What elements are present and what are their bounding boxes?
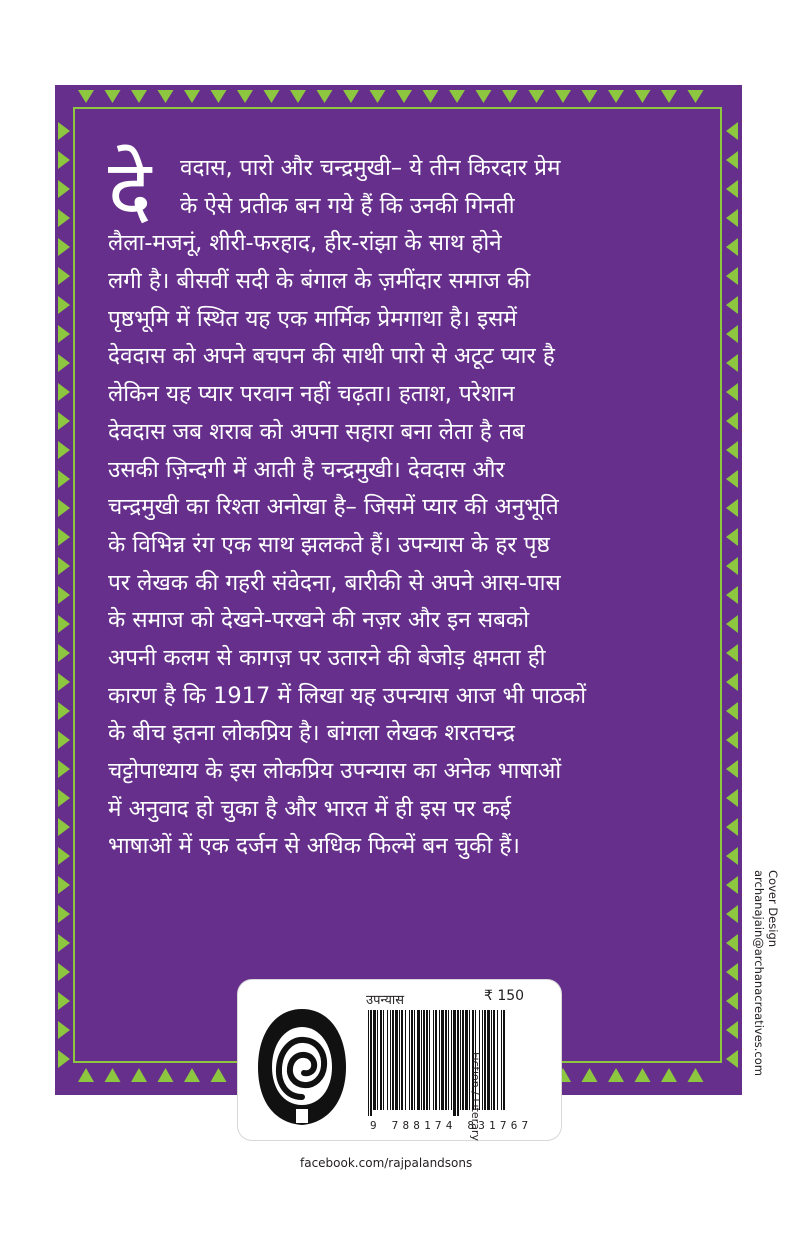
- border-triangle: [726, 470, 738, 488]
- border-triangle: [317, 90, 333, 103]
- border-triangle: [58, 905, 70, 923]
- border-triangle: [78, 90, 94, 103]
- credit-title: Cover Design: [766, 870, 780, 948]
- barcode-bar: [401, 1010, 403, 1110]
- blurb-line: कारण है कि 1917 में लिखा यह उपन्यास आज भी पाठकों: [108, 682, 587, 709]
- border-triangle: [105, 1068, 121, 1082]
- border-triangle: [476, 90, 492, 103]
- border-triangle: [396, 90, 412, 103]
- border-triangle: [58, 702, 70, 720]
- barcode-bar: [399, 1010, 400, 1110]
- border-triangle: [635, 90, 651, 103]
- border-triangle: [582, 90, 598, 103]
- price-barcode-label: [238, 980, 561, 1140]
- blurb-line: लेकिन यह प्यार परवान नहीं चढ़ता। हताश, परेशान: [108, 381, 515, 408]
- barcode-bar: [482, 1010, 483, 1110]
- border-triangle: [726, 1021, 738, 1039]
- border-triangle: [58, 151, 70, 169]
- border-triangle: [58, 876, 70, 894]
- border-triangle: [58, 847, 70, 865]
- barcode-bar: [411, 1010, 413, 1110]
- border-triangle: [58, 615, 70, 633]
- border-triangle: [726, 760, 738, 778]
- barcode-bar: [503, 1010, 505, 1110]
- border-triangle: [726, 354, 738, 372]
- border-triangle: [78, 1068, 94, 1082]
- barcode-bar: [395, 1010, 398, 1110]
- border-triangle: [726, 325, 738, 343]
- cover-design-credit: [752, 870, 780, 1076]
- border-triangle: [726, 615, 738, 633]
- border-triangle: [58, 789, 70, 807]
- barcode-bar: [433, 1010, 434, 1110]
- blurb-line: के ऐसे प्रतीक बन गये हैं कि उनकी गिनती: [180, 192, 515, 219]
- barcode-bar: [383, 1010, 384, 1110]
- border-triangle: [264, 90, 280, 103]
- barcode-bar: [491, 1010, 492, 1110]
- blurb-line: लगी है। बीसवीं सदी के बंगाल के ज़मींदार समाज की: [108, 268, 531, 295]
- blurb-line: में अनुवाद हो चुका है और भारत में ही इस पर कई: [108, 795, 511, 822]
- border-triangle: [502, 90, 518, 103]
- border-triangle: [58, 267, 70, 285]
- blurb-line: भाषाओं में एक दर्जन से अधिक फिल्में बन चुकी हैं।: [108, 833, 520, 860]
- barcode-bar: [380, 1010, 382, 1110]
- border-triangle: [726, 818, 738, 836]
- border-triangle: [726, 122, 738, 140]
- border-triangle: [158, 90, 174, 103]
- border-triangle: [211, 1068, 227, 1082]
- border-triangle: [726, 673, 738, 691]
- border-triangle: [58, 441, 70, 459]
- barcode-bar: [421, 1010, 422, 1110]
- barcode-bar: [445, 1010, 447, 1110]
- barcode-bar: [373, 1010, 376, 1110]
- border-triangle: [184, 90, 200, 103]
- border-triangle: [726, 905, 738, 923]
- border-triangle: [131, 1068, 147, 1082]
- blurb-line: पृष्ठभूमि में स्थित यह एक मार्मिक प्रेमगाथा है। इसमें: [108, 305, 517, 332]
- border-triangle: [608, 1068, 624, 1082]
- blurb-line: उसकी ज़िन्दगी में आती है चन्द्रमुखी। देवदास और: [108, 456, 505, 483]
- border-triangle: [58, 209, 70, 227]
- blurb-line: देवदास को अपने बचपन की साथी पारो से अटूट प्यार है: [108, 343, 555, 370]
- border-triangle: [726, 847, 738, 865]
- genre-english-label: Fiction / Literary: [469, 1052, 482, 1141]
- blurb-line: चट्टोपाध्याय के इस लोकप्रिय उपन्यास का अनेक भाषाओं: [108, 758, 562, 784]
- barcode-bar: [392, 1010, 394, 1110]
- border-triangle: [726, 209, 738, 227]
- border-triangle: [105, 90, 121, 103]
- border-triangle: [635, 1068, 651, 1082]
- border-triangle: [58, 760, 70, 778]
- barcode-bar: [441, 1010, 444, 1110]
- barcode-bar: [460, 1010, 461, 1110]
- border-triangle: [184, 1068, 200, 1082]
- blurb-line: के समाज को देखने-परखने की नज़र और इन सबको: [108, 607, 530, 634]
- border-triangle: [726, 644, 738, 662]
- border-triangle: [726, 499, 738, 517]
- border-triangle: [343, 90, 359, 103]
- barcode-bar: [484, 1010, 486, 1110]
- border-triangle: [726, 412, 738, 430]
- barcode-bar: [377, 1010, 378, 1110]
- barcode-bar: [493, 1010, 495, 1110]
- barcode-bar: [435, 1010, 437, 1110]
- barcode-bar: [451, 1010, 452, 1110]
- border-triangle: [58, 180, 70, 198]
- border-triangle: [58, 1021, 70, 1039]
- border-triangle: [726, 151, 738, 169]
- barcode-bar: [423, 1010, 425, 1110]
- barcode-bar: [368, 1010, 369, 1116]
- border-triangle: [726, 296, 738, 314]
- blurb-line: लैला-मजनूं, शीरी-फरहाद, हीर-रांझा के साथ होने: [108, 230, 502, 257]
- border-triangle: [58, 963, 70, 981]
- border-triangle: [688, 90, 704, 103]
- border-triangle: [58, 383, 70, 401]
- facebook-link[interactable]: facebook.com/rajpalandsons: [300, 1156, 473, 1170]
- blurb-line: देवदास जब शराब को अपना सहारा बना लेता है तब: [108, 418, 525, 445]
- border-triangle: [726, 992, 738, 1010]
- border-triangle: [688, 1068, 704, 1082]
- blurb-line: के बीच इतना लोकप्रिय है। बांगला लेखक शरतचन्द्र: [108, 720, 515, 747]
- border-triangle: [726, 383, 738, 401]
- border-triangle: [237, 90, 253, 103]
- border-triangle: [58, 731, 70, 749]
- border-triangle: [726, 789, 738, 807]
- border-triangle: [58, 412, 70, 430]
- border-triangle: [726, 934, 738, 952]
- spiral-logo-icon: [252, 1005, 352, 1130]
- border-triangle: [726, 441, 738, 459]
- border-triangle: [726, 238, 738, 256]
- barcode-bar: [448, 1010, 449, 1110]
- barcode-bar: [439, 1010, 440, 1110]
- border-triangle: [58, 470, 70, 488]
- isbn-digits: 9 788174 831767: [370, 1119, 533, 1132]
- barcode-bar: [370, 1010, 372, 1116]
- barcode-bar: [409, 1010, 410, 1110]
- border-triangle: [726, 876, 738, 894]
- border-triangle: [58, 499, 70, 517]
- border-triangle: [726, 180, 738, 198]
- border-triangle: [726, 963, 738, 981]
- barcode-bar: [387, 1010, 388, 1110]
- blurb-line: पर लेखक की गहरी संवेदना, बारीकी से अपने आस-पास: [108, 569, 561, 596]
- border-triangle: [211, 90, 227, 103]
- border-triangle: [290, 90, 306, 103]
- border-triangle: [58, 992, 70, 1010]
- border-triangle: [58, 818, 70, 836]
- border-triangle: [58, 325, 70, 343]
- border-triangle: [158, 1068, 174, 1082]
- border-triangle: [582, 1068, 598, 1082]
- barcode-bar: [465, 1010, 468, 1110]
- border-triangle: [555, 90, 571, 103]
- border-triangle: [370, 90, 386, 103]
- border-triangle: [449, 90, 465, 103]
- blurb-line: के विभिन्न रंग एक साथ झलकते हैं। उपन्यास के हर पृष्ठ: [108, 531, 550, 558]
- border-triangle: [726, 731, 738, 749]
- border-triangle: [726, 586, 738, 604]
- barcode-bar: [497, 1010, 498, 1110]
- border-triangle: [58, 934, 70, 952]
- border-triangle: [58, 354, 70, 372]
- border-triangle: [726, 702, 738, 720]
- barcode-bar: [414, 1010, 415, 1110]
- synopsis-blurb: [108, 143, 698, 866]
- border-triangle: [726, 528, 738, 546]
- barcode-bar: [453, 1010, 456, 1116]
- border-triangle: [58, 296, 70, 314]
- border-triangle: [423, 90, 439, 103]
- blurb-line: अपनी कलम से कागज़ पर उतारने की बेजोड़ क्षमता ही: [108, 644, 546, 671]
- barcode-bar: [390, 1010, 391, 1110]
- border-triangle: [661, 90, 677, 103]
- price-label: ₹ 150: [484, 988, 525, 1004]
- genre-hindi-label: उपन्यास: [366, 993, 405, 1008]
- border-triangle: [726, 1050, 738, 1068]
- border-triangle: [58, 528, 70, 546]
- barcode-bar: [501, 1010, 502, 1110]
- border-triangle: [58, 557, 70, 575]
- barcode-bar: [429, 1010, 430, 1110]
- border-triangle: [58, 238, 70, 256]
- border-triangle: [726, 267, 738, 285]
- credit-email: archanajain@archanacreatives.com: [752, 870, 766, 1076]
- border-triangle: [726, 557, 738, 575]
- barcode-icon: [366, 1010, 508, 1118]
- border-triangle: [131, 90, 147, 103]
- blurb-line: चन्द्रमुखी का रिश्ता अनोखा है– जिसमें प्यार की अनुभूति: [108, 494, 559, 521]
- border-triangle: [608, 90, 624, 103]
- border-triangle: [58, 1050, 70, 1068]
- border-triangle: [661, 1068, 677, 1082]
- border-triangle: [58, 644, 70, 662]
- blurb-line: वदास, पारो और चन्द्रमुखी– ये तीन किरदार प्रेम: [180, 155, 561, 181]
- border-triangle: [58, 586, 70, 604]
- barcode-bar: [405, 1010, 406, 1110]
- barcode-bar: [417, 1010, 420, 1110]
- drop-cap: दे: [108, 143, 152, 238]
- border-triangle: [58, 673, 70, 691]
- barcode-bar: [426, 1010, 428, 1110]
- border-triangle: [58, 122, 70, 140]
- border-triangle: [529, 90, 545, 103]
- barcode-bar: [462, 1010, 464, 1110]
- barcode-bar: [487, 1010, 490, 1110]
- barcode-bar: [457, 1010, 459, 1116]
